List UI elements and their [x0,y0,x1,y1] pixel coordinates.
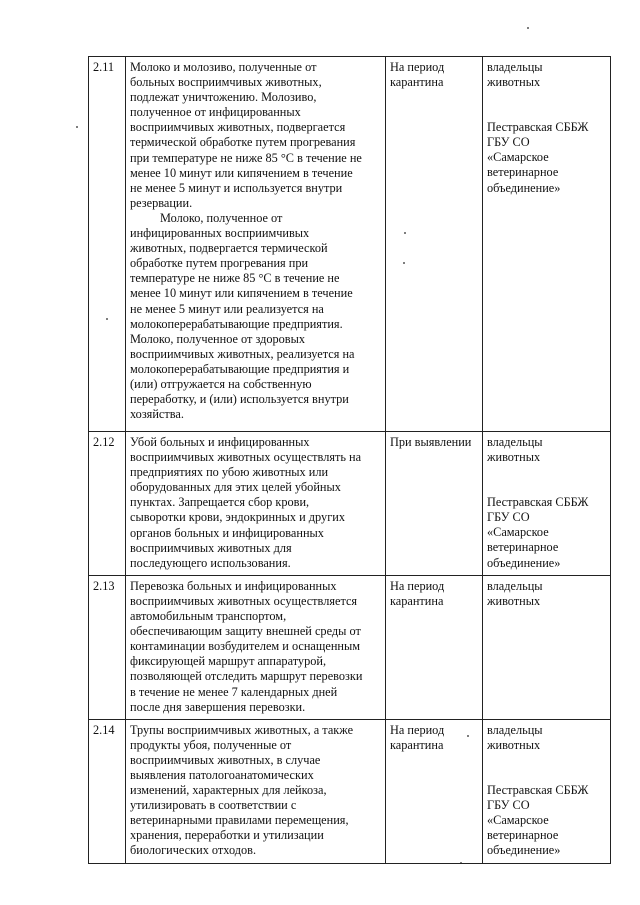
responsible-cell [483,432,611,576]
term-cell [386,57,483,432]
responsible-owners: владельцы животных [487,435,543,465]
term-text: При выявлении [390,435,472,449]
term-cell [386,719,483,863]
row-number: 2.13 [89,575,126,719]
responsible-owners: владельцы животных [487,722,543,752]
responsible-owners: владельцы животных [487,578,543,608]
responsible-cell [483,575,611,719]
measure-paragraph: Молоко, полученное от инфицированных восприимчивых животных, подвергается термической обработке путем прогревания при температуре не ниже 85 °С в течение не менее 10 минут или кипячением в течение не менее 5 минут или реализуется на молокоперерабатывающие предприятия. Молоко, полученное от здоровых восприимчивых животных, реализуется на молокоперерабатывающие предприятия и (или) отгружается на собственную переработку, и (или) используется внутри хозяйства. [130,210,355,422]
row-number: 2.12 [89,432,126,576]
term-cell [386,575,483,719]
measure-paragraph: Молоко и молозиво, полученные от больных восприимчивых животных, подлежат уничтожению. Молозиво, полученное от инфицированных восприимчивых животных, подвергается термической обработке путем прогревания при температуре не ниже 85 °С в течение не менее 10 минут или кипячением в течение не менее 5 минут и используется внутри резервации. [130,60,362,210]
responsible-cell [483,57,611,432]
table-row [89,575,611,719]
measure-cell [126,575,386,719]
responsible-vet-service: Пестравская СББЖ ГБУ СО «Самарское ветеринарное объединение» [487,495,589,570]
measure-cell [126,432,386,576]
spacer [487,753,606,783]
scan-speck [76,126,78,128]
table-row [89,57,611,432]
spacer [487,90,606,120]
table-row [89,432,611,576]
responsible-owners: владельцы животных [487,60,543,90]
measure-paragraph: Перевозка больных и инфицированных восприимчивых животных осуществляется автомобильным транспортом, обеспечивающим защиту внешней среды от контаминации возбудителем и оснащенным фиксирующей маршрут аппаратурой, позволяющей отследить маршрут перевозки в течение не менее 7 календарных дней после дня завершения перевозки. [130,578,363,714]
term-text: На период карантина [390,578,445,608]
responsible-cell [483,719,611,863]
responsible-vet-service: Пестравская СББЖ ГБУ СО «Самарское ветеринарное объединение» [487,120,589,195]
measures-table [88,56,611,864]
responsible-vet-service: Пестравская СББЖ ГБУ СО «Самарское ветеринарное объединение» [487,782,589,858]
term-text: На период карантина [390,60,445,90]
table-row [89,719,611,863]
measure-cell [126,57,386,432]
row-number: 2.11 [89,57,126,432]
spacer [487,465,606,495]
row-number: 2.14 [89,719,126,863]
measure-cell [126,719,386,863]
measure-paragraph: Убой больных и инфицированных восприимчивых животных осуществлять на предприятиях по убою животных или оборудованных для этих целей убойных пунктах. Запрещается сбор крови, сыворотки крови, эндокринных и других органов больных и инфицированных восприимчивых животных для последующего использования. [130,435,362,570]
term-text: На период карантина [390,722,445,752]
term-cell [386,432,483,576]
measure-paragraph: Трупы восприимчивых животных, а также продукты убоя, полученные от восприимчивых животных, в случае выявления патологоанатомических изменений, характерных для лейкоза, утилизировать в соответствии с ветеринарными правилами перемещения, хранения, переработки и утилизации биологических отходов. [130,722,354,858]
scan-speck [527,27,529,29]
